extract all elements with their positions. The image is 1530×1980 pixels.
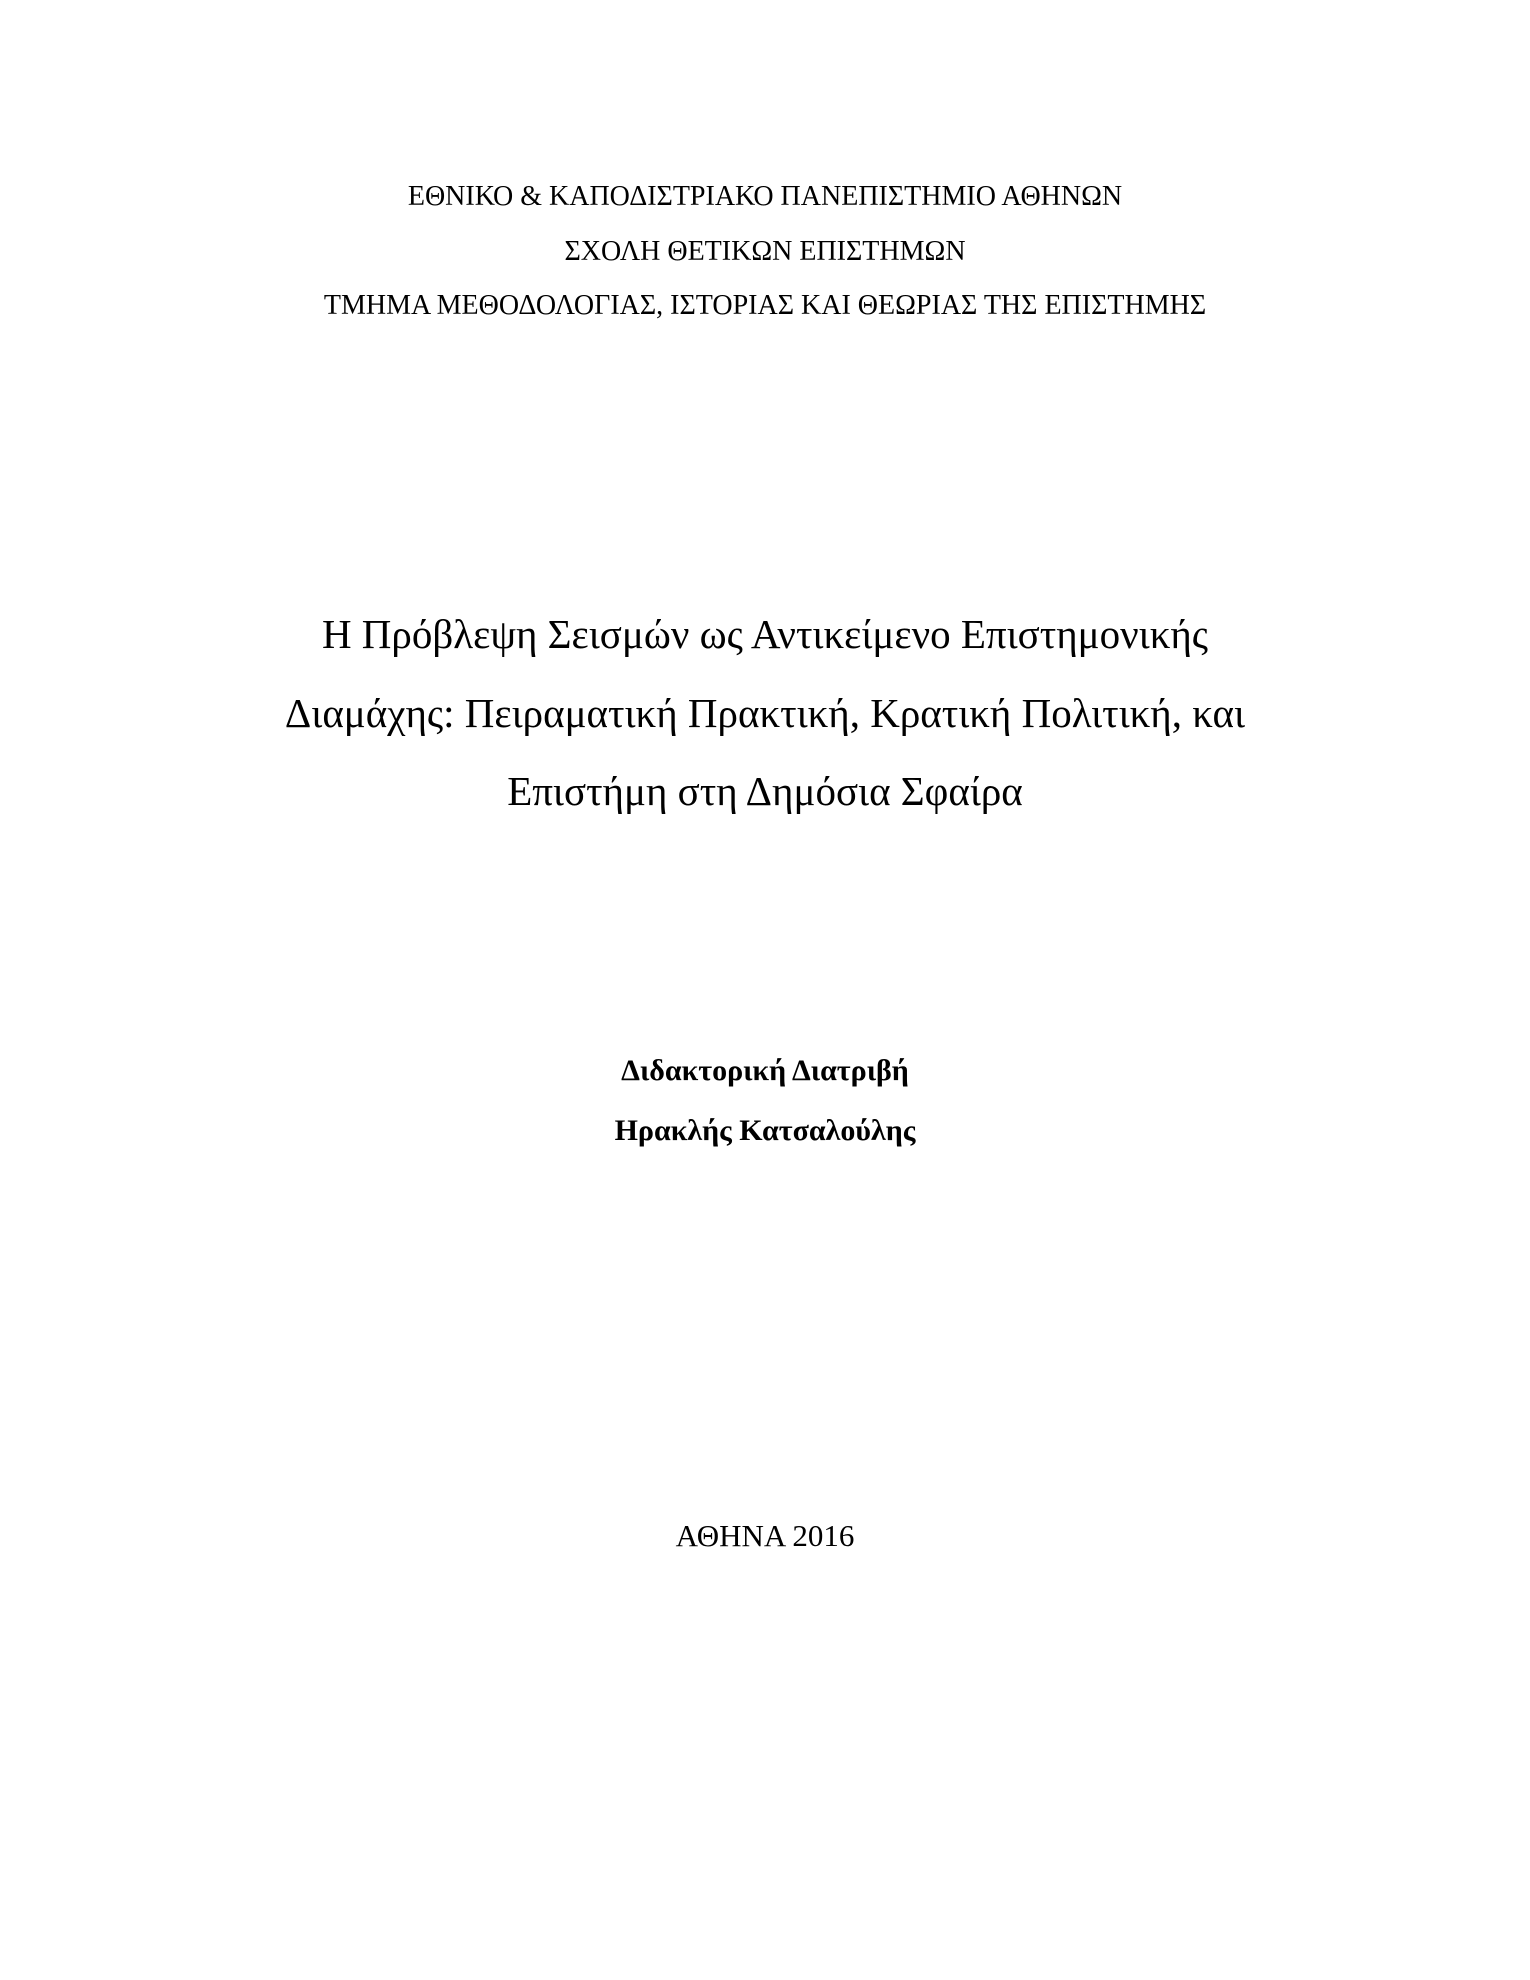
place-and-year: ΑΘΗΝΑ 2016 [675, 1518, 855, 1553]
author-name: Ηρακλής Κατσαλούλης [614, 1114, 916, 1147]
thesis-title-line-1: Η Πρόβλεψη Σεισμών ως Αντικείμενο Επιστημονικής [321, 611, 1209, 657]
department-name: ΤΜΗΜΑ ΜΕΘΟΔΟΛΟΓΙΑΣ, ΙΣΤΟΡΙΑΣ ΚΑΙ ΘΕΩΡΙΑΣ ΤΗΣ ΕΠΙΣΤΗΜΗΣ [323, 290, 1207, 321]
thesis-type: Διδακτορική Διατριβή [621, 1054, 909, 1087]
thesis-title-line-3: Επιστήμη στη Δημόσια Σφαίρα [507, 768, 1023, 814]
university-name: ΕΘΝΙΚΟ & ΚΑΠΟΔΙΣΤΡΙΑΚΟ ΠΑΝΕΠΙΣΤΗΜΙΟ ΑΘΗΝΩΝ [407, 181, 1123, 212]
school-name: ΣΧΟΛΗ ΘΕΤΙΚΩΝ ΕΠΙΣΤΗΜΩΝ [564, 236, 966, 267]
thesis-title-line-2: Διαμάχης: Πειραματική Πρακτική, Κρατική Πολιτική, και [284, 690, 1246, 736]
